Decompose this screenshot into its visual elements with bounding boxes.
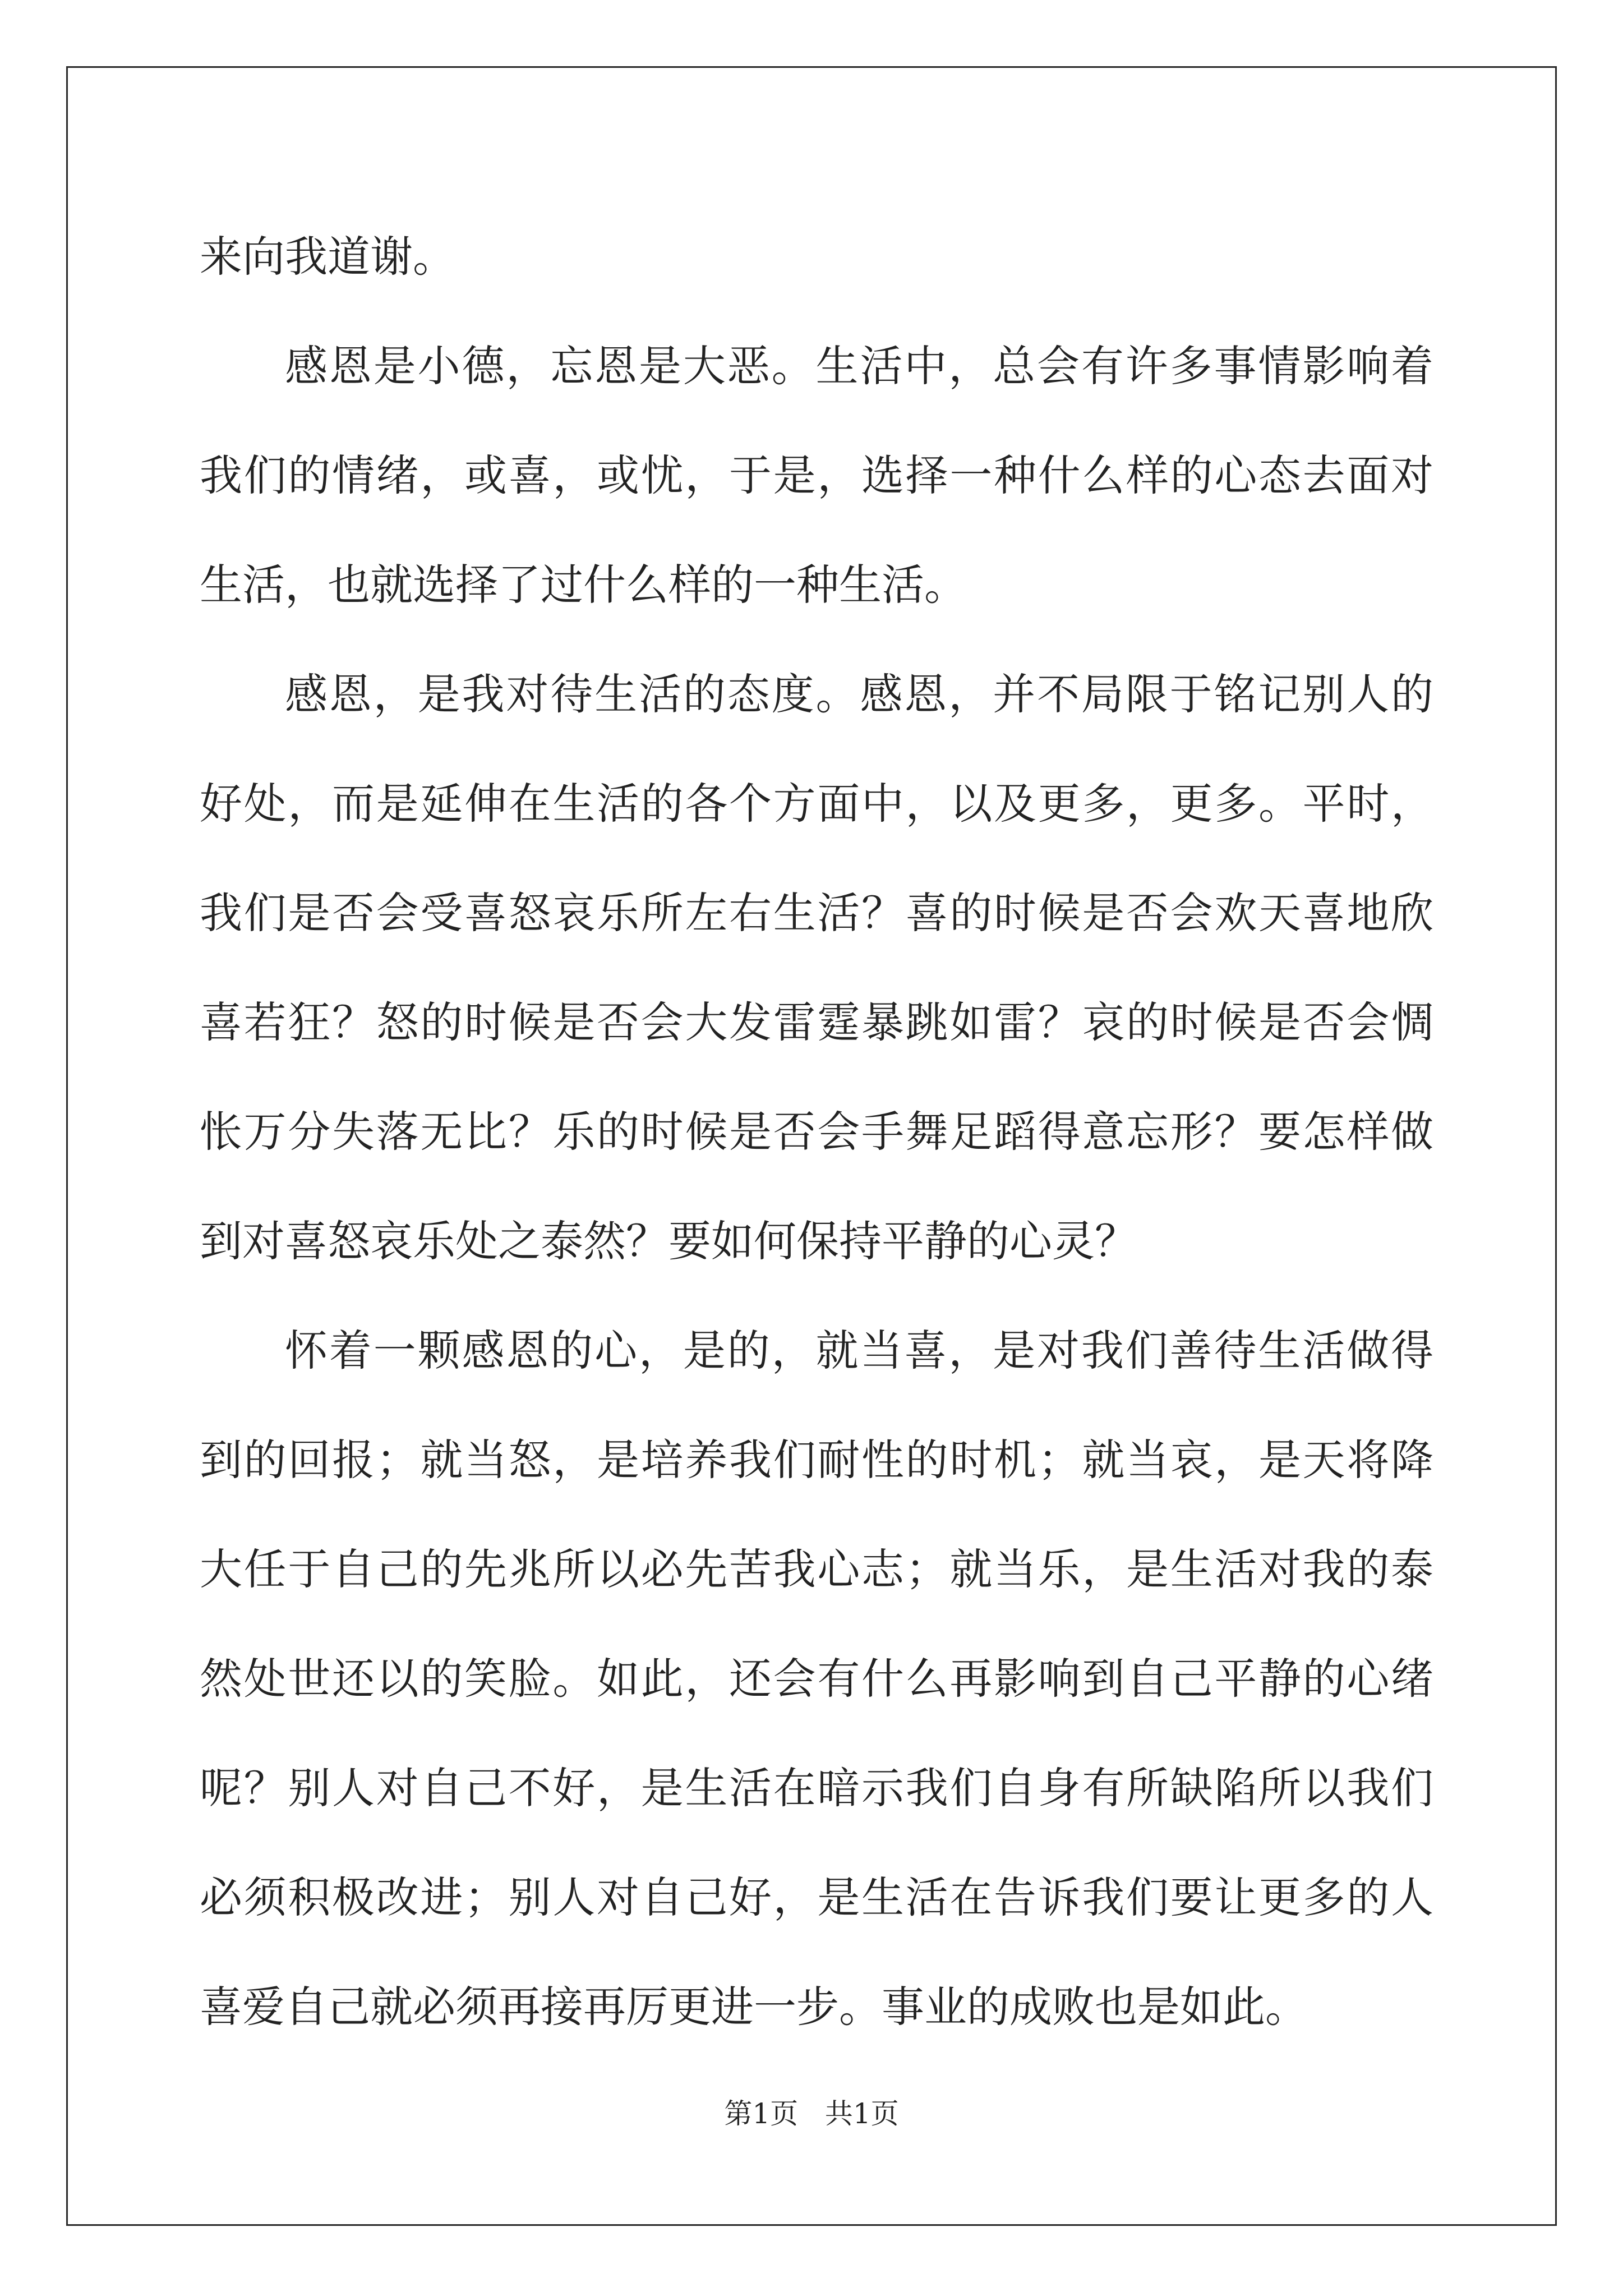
paragraph: 感恩，是我对待生活的态度。感恩，并不局限于铭记别人的好处，而是延伸在生活的各个方面中，以及更多，更多。平时，我们是否会受喜怒哀乐所左右生活？喜的时候是否会欢天喜地欣喜若狂？怒的时候是否会大发雷霆暴跳如雷？哀的时候是否会惆怅万分失落无比？乐的时候是否会手舞足蹈得意忘形？要怎样做到对喜怒哀乐处之泰然？要如何保持平静的心灵？ — [200, 669, 1433, 1266]
paragraph: 感恩是小德，忘恩是大恶。生活中，总会有许多事情影响着我们的情绪，或喜，或忧，于是，选择一种什么样的心态去面对生活，也就选择了过什么样的一种生活。 — [200, 341, 1433, 610]
document-body — [200, 202, 1433, 2062]
paragraph-continuation: 来向我道谢。 — [200, 232, 455, 282]
paragraph: 怀着一颗感恩的心，是的，就当喜，是对我们善待生活做得到的回报；就当怒，是培养我们耐性的时机；就当哀，是天将降大任于自己的先兆所以必先苦我心志；就当乐，是生活对我的泰然处世还以的笑脸。如此，还会有什么再影响到自己平静的心绪呢？别人对自己不好，是生活在暗示我们自身有所缺陷所以我们必须积极改进；别人对自己好，是生活在告诉我们要让更多的人喜爱自己就必须再接再厉更进一步。事业的成败也是如此。 — [200, 1326, 1433, 2032]
page-number-footer: 第1页 共1页 — [724, 2097, 899, 2130]
